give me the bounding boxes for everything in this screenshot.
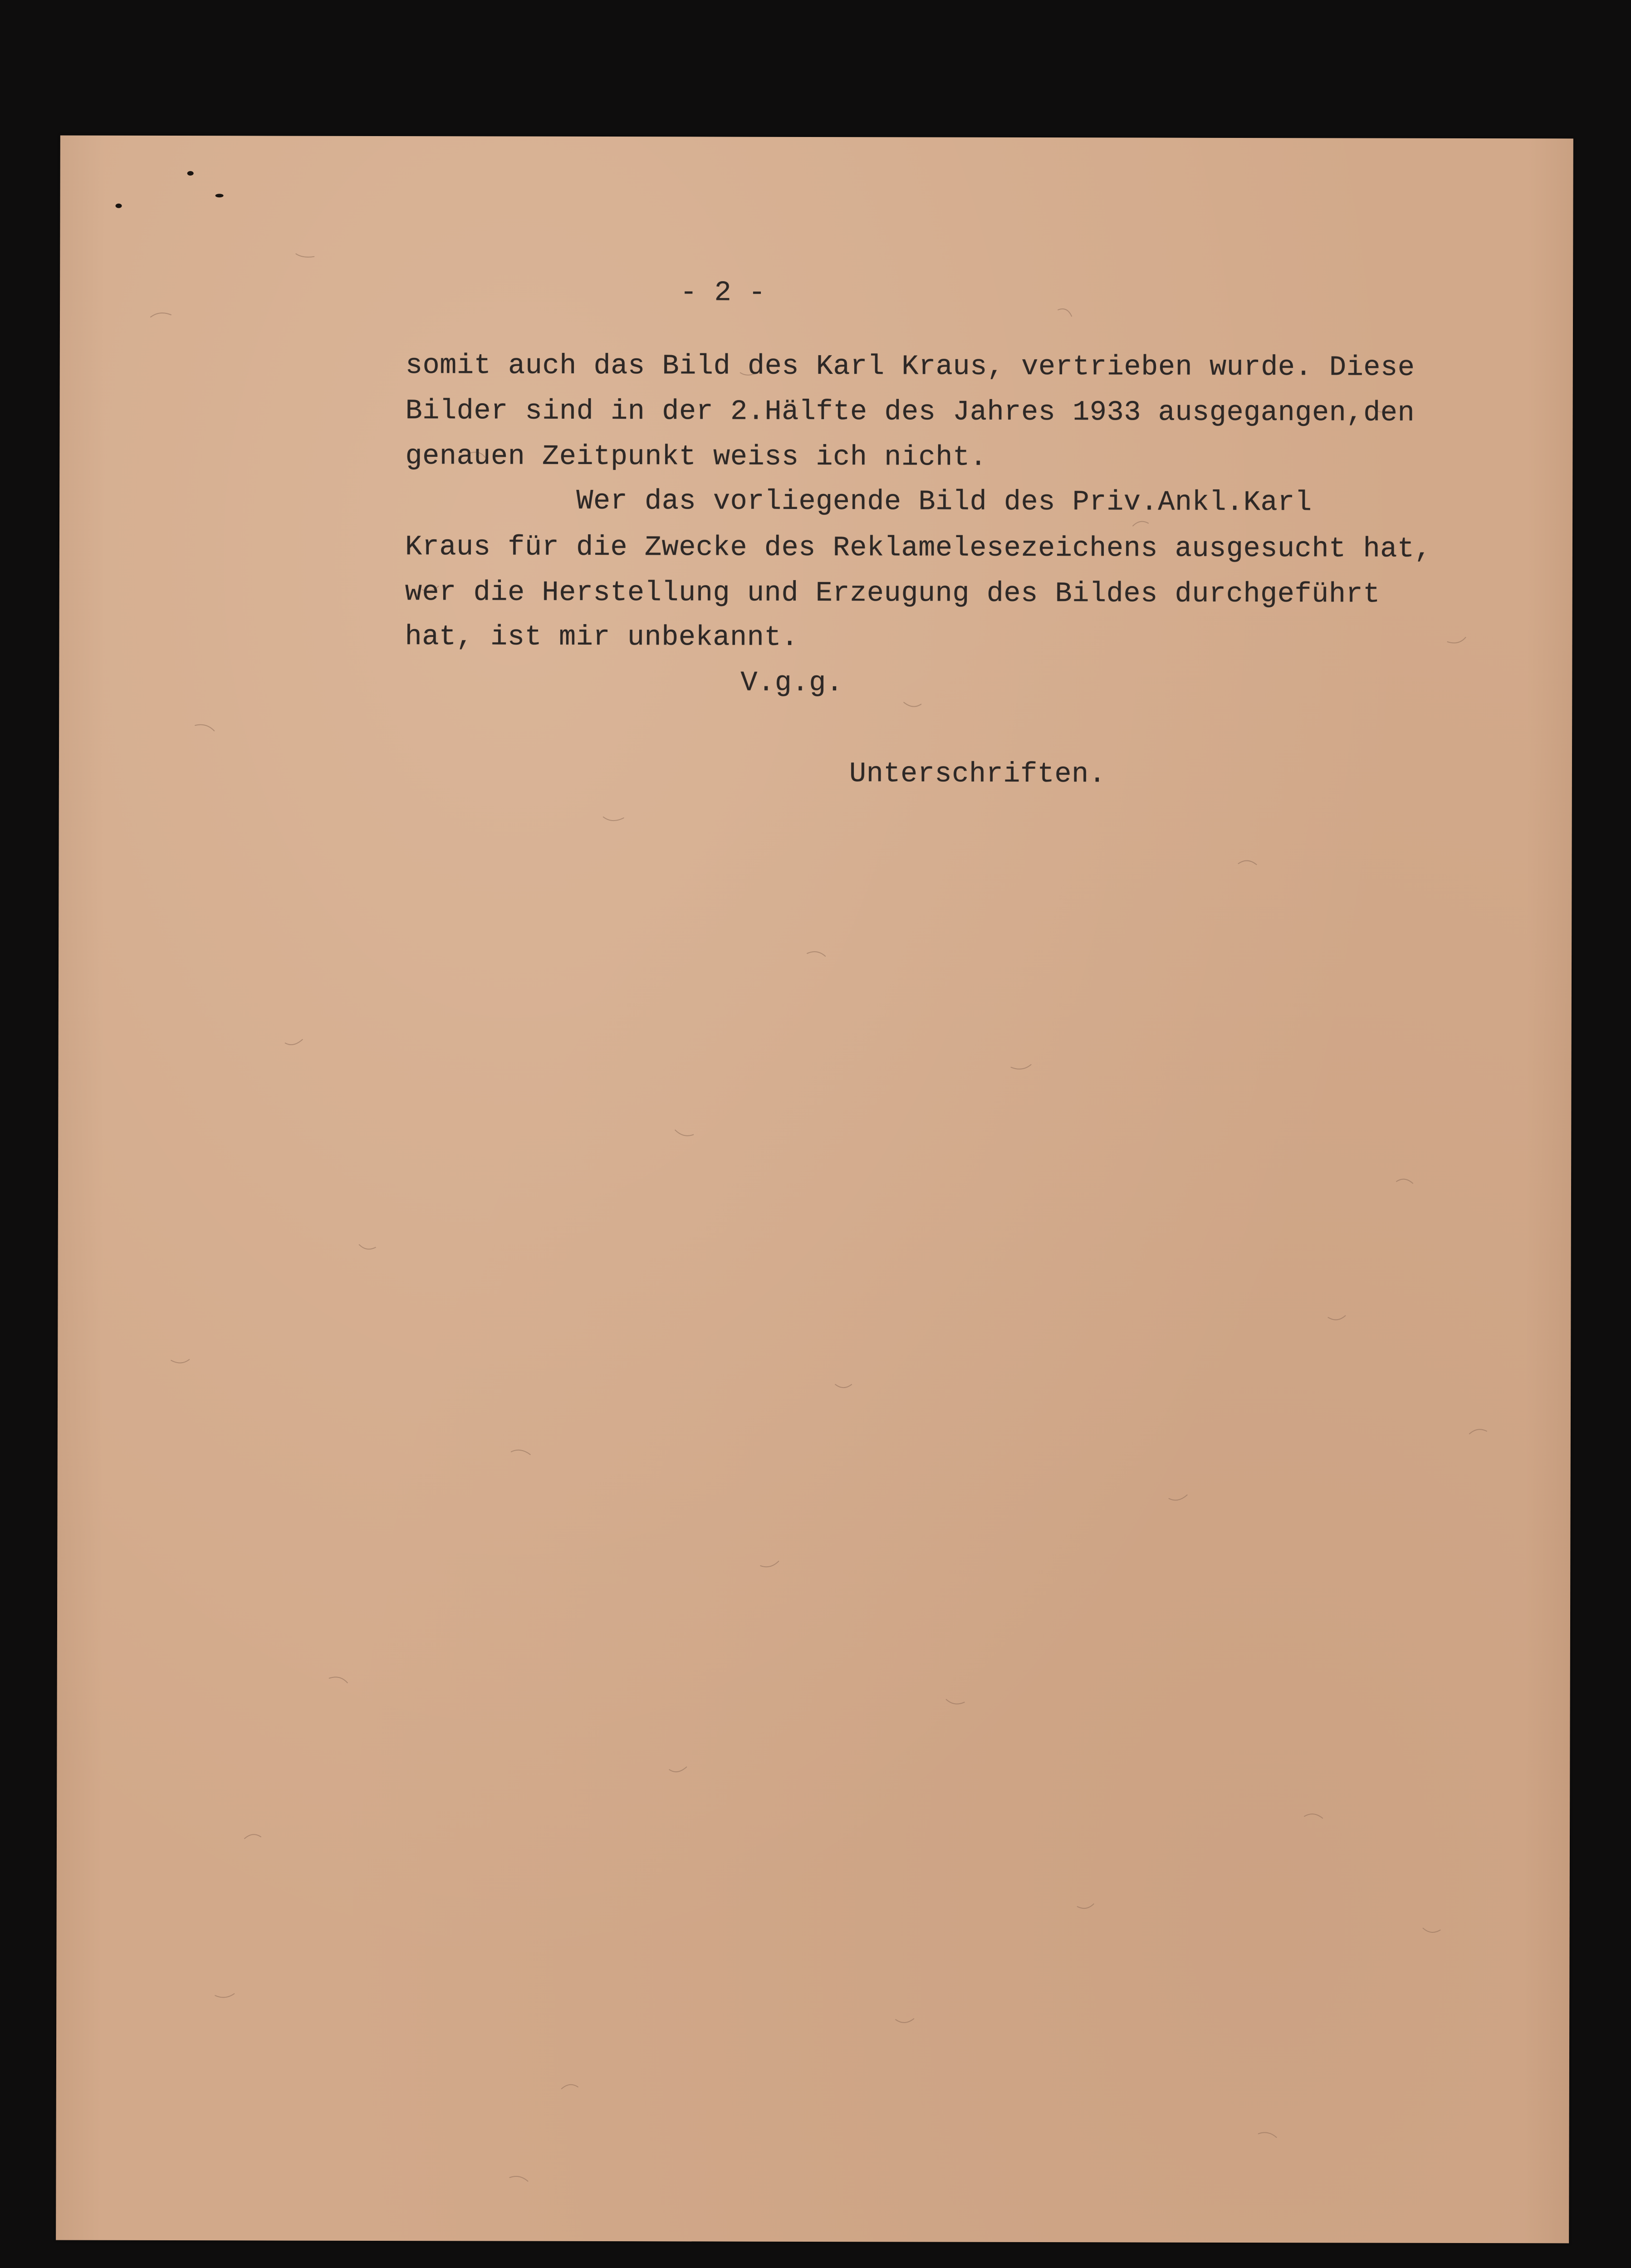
body-line-7: hat, ist mir unbekannt. bbox=[405, 621, 798, 654]
hole-punch-mark bbox=[216, 194, 224, 197]
body-line-5: Kraus für die Zwecke des Reklamelesezeichens ausgesucht hat, bbox=[405, 531, 1432, 565]
page-number: - 2 - bbox=[680, 276, 766, 309]
body-line-2: Bilder sind in der 2.Hälfte des Jahres 1933 ausgegangen,den bbox=[405, 395, 1415, 429]
typed-page bbox=[56, 136, 1573, 2244]
closing-vgg: V.g.g. bbox=[740, 666, 843, 699]
body-line-1: somit auch das Bild des Karl Kraus, vertrieben wurde. Diese bbox=[405, 349, 1415, 384]
body-line-4: Wer das vorliegende Bild des Priv.Ankl.Karl bbox=[405, 484, 1312, 519]
hole-punch-mark bbox=[187, 171, 194, 176]
body-line-3: genauen Zeitpunkt weiss ich nicht. bbox=[405, 440, 987, 474]
body-line-6: wer die Herstellung und Erzeugung des Bildes durchgeführt bbox=[405, 576, 1381, 611]
signature-note: Unterschriften. bbox=[849, 758, 1106, 791]
hole-punch-mark bbox=[116, 204, 122, 208]
